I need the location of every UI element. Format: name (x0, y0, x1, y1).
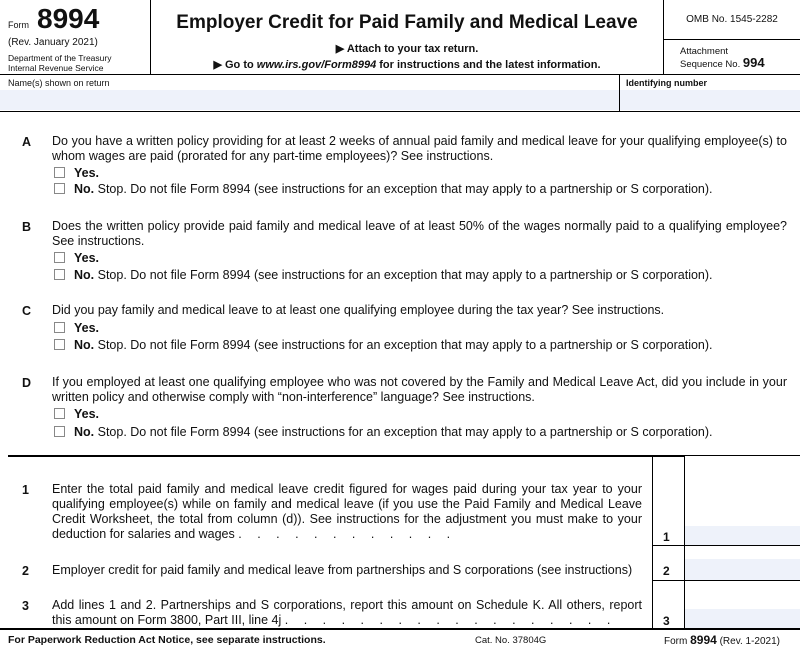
name-input[interactable] (0, 90, 619, 110)
sequence-label: Sequence No. (680, 59, 741, 70)
question-text: If you employed at least one qualifying employee who was not covered by the Family and Medical Leave Act, did you include in your written policy and otherwise comply with “non-interference” language? See instructions. (52, 375, 787, 404)
option-yes (54, 320, 99, 335)
option-no (54, 181, 713, 196)
irs-url-link[interactable]: www.irs.gov/Form8994 (256, 59, 377, 71)
line-box-number: 1 (663, 530, 670, 544)
revision-date: (Rev. January 2021) (8, 37, 98, 48)
sequence-number: 994 (742, 55, 765, 70)
line-number: 2 (22, 564, 29, 578)
line-1-amount-input[interactable] (685, 526, 800, 545)
line-2-box-rule (652, 580, 800, 581)
no-stop-text: Stop. Do not file Form 8994 (see instructions for an exception that may apply to a partnership or S corporation). (94, 337, 713, 352)
no-label: No. (74, 424, 95, 439)
line-box-number: 3 (663, 614, 670, 628)
attachment-label: Attachment (680, 46, 729, 57)
leader-dots: . . . . . . . . . . . . (238, 527, 457, 541)
name-divider (0, 111, 800, 112)
goto-suffix: for instructions and the latest information. (376, 59, 601, 71)
yes-checkbox[interactable] (54, 322, 65, 333)
line-box-number: 2 (663, 564, 670, 578)
line-text (52, 482, 642, 542)
box-column-left-border (652, 456, 653, 628)
yes-label: Yes. (74, 250, 100, 265)
no-checkbox[interactable] (54, 426, 65, 437)
question-text: Did you pay family and medical leave to at least one qualifying employee during the tax year? See instructions. (52, 303, 665, 317)
question-text: Does the written policy provide paid family and medical leave of at least 50% of the wages normally paid to a qualifying employee? See instructions. (52, 219, 787, 248)
form-title: Employer Credit for Paid Family and Medical Leave (176, 12, 638, 33)
id-label: Identifying number (626, 78, 707, 88)
line-1-box-rule (652, 545, 800, 546)
yes-checkbox[interactable] (54, 252, 65, 263)
option-no (54, 424, 713, 439)
no-stop-text: Stop. Do not file Form 8994 (see instructions for an exception that may apply to a partnership or S corporation). (94, 424, 713, 439)
line-3-amount-input[interactable] (685, 609, 800, 628)
omb-block (663, 0, 800, 74)
yes-label: Yes. (74, 406, 100, 421)
question-letter: B (22, 220, 32, 234)
no-label: No. (74, 337, 95, 352)
option-no (54, 267, 713, 282)
option-no (54, 337, 713, 352)
irs-label: Internal Revenue Service (8, 63, 104, 73)
leader-dots: . . . . . . . . . . . . . . . . . . (284, 613, 617, 627)
paperwork-notice: For Paperwork Reduction Act Notice, see separate instructions. (8, 634, 326, 646)
question-letter: A (22, 135, 32, 149)
footer-form-label: Form (664, 636, 691, 647)
question-letter: D (22, 376, 32, 390)
line-2-amount-input[interactable] (685, 559, 800, 580)
option-yes (54, 250, 99, 265)
no-checkbox[interactable] (54, 269, 65, 280)
line-1-text: Enter the total paid family and medical leave credit figured for wages paid during your tax year to your qualifying employee(s) while on family and medical leave (if you use the Paid Family and Medical Leave Credit Worksheet, the total from column (d)). See instructions for the adjustment you must make to your deduction for salaries and wages (52, 482, 642, 541)
goto-instruction (151, 58, 663, 71)
no-stop-text: Stop. Do not file Form 8994 (see instructions for an exception that may apply to a partnership or S corporation). (94, 181, 713, 196)
line-3-text: Add lines 1 and 2. Partnerships and S corporations, report this amount on Schedule K. All others, report this amount on Form 3800, Part III, line 4j (52, 598, 642, 627)
option-yes (54, 165, 99, 180)
footer-form-number: 8994 (690, 633, 717, 647)
catalog-number: Cat. No. 37804G (475, 635, 547, 646)
form-id-block (0, 0, 151, 74)
question-text: Do you have a written policy providing for at least 2 weeks of annual paid family and medical leave for your qualifying employee(s) to whom wages are paid (prorated for any part-time employees)? See instructions. (52, 134, 787, 163)
option-yes (54, 406, 99, 421)
attach-instruction: ▶ Attach to your tax return. (335, 43, 479, 55)
title-block (151, 0, 663, 74)
line-2-text: Employer credit for paid family and medical leave from partnerships and S corporations (see instructions) (52, 563, 633, 577)
goto-prefix: ▶ Go to (213, 59, 257, 71)
yes-label: Yes. (74, 320, 100, 335)
no-stop-text: Stop. Do not file Form 8994 (see instructions for an exception that may apply to a partnership or S corporation). (94, 267, 713, 282)
dept-treasury: Department of the Treasury (8, 53, 112, 63)
name-field[interactable] (0, 75, 620, 111)
no-checkbox[interactable] (54, 339, 65, 350)
identifying-number-field[interactable] (620, 75, 800, 111)
no-label: No. (74, 267, 95, 282)
line-number: 1 (22, 483, 29, 497)
section-divider (8, 455, 800, 457)
footer-form-id (664, 633, 780, 647)
no-label: No. (74, 181, 95, 196)
footer-divider (0, 628, 800, 630)
no-checkbox[interactable] (54, 183, 65, 194)
form-label: Form (8, 20, 29, 30)
line-number: 3 (22, 599, 29, 613)
question-letter: C (22, 304, 32, 318)
footer-revision: (Rev. 1-2021) (716, 636, 780, 647)
line-1-spacer (685, 456, 800, 524)
line-text (52, 598, 642, 628)
yes-checkbox[interactable] (54, 408, 65, 419)
yes-label: Yes. (74, 165, 100, 180)
yes-checkbox[interactable] (54, 167, 65, 178)
names-label: Name(s) shown on return (8, 78, 110, 88)
id-input[interactable] (620, 90, 800, 110)
attachment-sequence (680, 46, 765, 70)
form-number: 8994 (37, 3, 100, 34)
omb-number: OMB No. 1545-2282 (664, 0, 800, 40)
